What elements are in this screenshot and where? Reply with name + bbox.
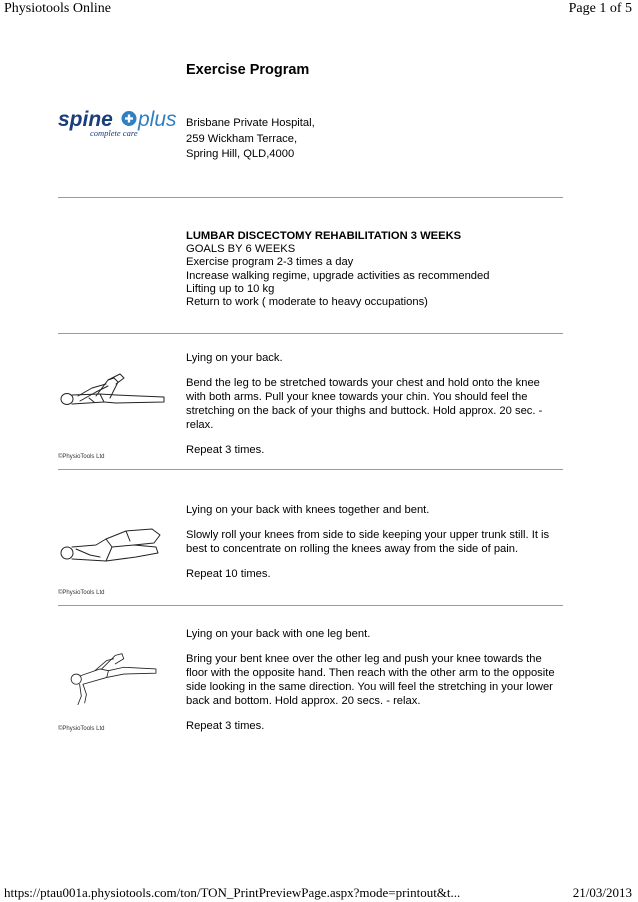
exercise-repeat: Repeat 3 times. (186, 720, 265, 732)
section-divider (58, 197, 563, 198)
logo-tagline: complete care (90, 128, 138, 138)
section-divider (58, 469, 563, 470)
print-footer-date: 21/03/2013 (572, 885, 632, 900)
exercise-instruction: Bring your bent knee over the other leg and push your knee towards the floor with the opposite hand. Then reach with the other arm to the opposite side looking in the same direction. You will feel the stretching in your lower back and bottom. Hold approx. 20 secs. - relax. (186, 653, 555, 707)
exercise-2-illustration (56, 521, 166, 577)
exercise-3-text (186, 627, 561, 744)
print-footer-url: https://ptau001a.physiotools.com/ton/TON_PrintPreviewPage.aspx?mode=printout&t... (4, 885, 461, 900)
spine-plus-logo (58, 104, 183, 144)
program-summary (186, 230, 561, 309)
clinic-address (186, 116, 315, 163)
program-line: Lifting up to 10 kg (186, 282, 275, 295)
exercise-position: Lying on your back with knees together and bent. (186, 504, 430, 516)
program-line: Return to work ( moderate to heavy occupations) (186, 296, 428, 309)
program-heading: LUMBAR DISCECTOMY REHABILITATION 3 WEEKS (186, 230, 462, 242)
address-line: Spring Hill, QLD,4000 (186, 148, 295, 161)
page-title: Exercise Program (186, 62, 310, 78)
program-line: Exercise program 2-3 times a day (186, 256, 354, 269)
print-header-page-number: Page 1 of 5 (568, 1, 632, 16)
logo-word-plus: plus (138, 108, 177, 131)
program-line: Increase walking regime, upgrade activities as recommended (186, 269, 490, 282)
exercise-position: Lying on your back. (186, 352, 283, 364)
exercise-3-illustration (56, 652, 166, 708)
logo-word-spine: spine (58, 108, 113, 131)
exercise-2-copyright: ©PhysioTools Ltd (58, 590, 105, 596)
program-line: GOALS BY 6 WEEKS (186, 243, 296, 256)
address-line: Brisbane Private Hospital, (186, 117, 315, 129)
print-header-title: Physiotools Online (4, 1, 111, 16)
section-divider (58, 605, 563, 606)
exercise-1-illustration (56, 372, 166, 428)
exercise-2-text (186, 503, 561, 592)
address-line: 259 Wickham Terrace, (186, 132, 298, 145)
exercise-position: Lying on your back with one leg bent. (186, 628, 371, 640)
exercise-3-copyright: ©PhysioTools Ltd (58, 726, 105, 732)
section-divider (58, 333, 563, 334)
exercise-1-copyright: ©PhysioTools Ltd (58, 454, 105, 460)
exercise-repeat: Repeat 3 times. (186, 444, 265, 456)
exercise-repeat: Repeat 10 times. (186, 568, 271, 580)
exercise-1-text (186, 351, 561, 468)
exercise-instruction: Slowly roll your knees from side to side keeping your upper trunk still. It is best to concentrate on rolling the knees away from the side of pain. (186, 529, 550, 555)
exercise-instruction: Bend the leg to be stretched towards your chest and hold onto the knee with both arms. Pull your knee towards your chin. You should feel the stretching on the back of your thighs and buttock. Hold approx. 20 sec. - relax. (186, 377, 543, 431)
